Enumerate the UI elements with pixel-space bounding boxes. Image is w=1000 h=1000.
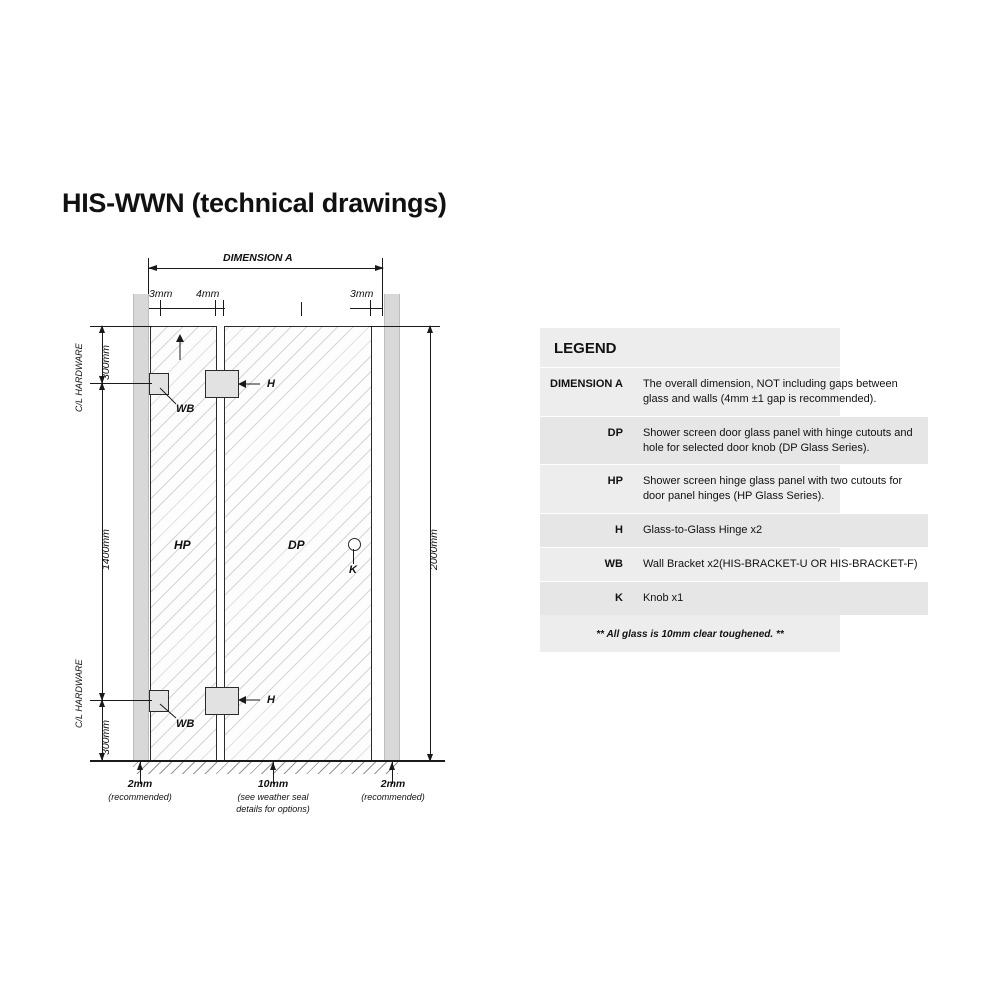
door-knob [348, 538, 361, 551]
dim-300-top-label: 300mm [100, 344, 112, 380]
legend-desc: Glass-to-Glass Hinge x2 [633, 514, 928, 548]
legend-desc: Wall Bracket x2(HIS-BRACKET-U OR HIS-BRACKET-F) [633, 547, 928, 581]
panel-label-dp: DP [288, 538, 305, 552]
hinge-top-leader [238, 378, 266, 390]
gap-right-label: 3mm [350, 288, 374, 300]
legend-key: WB [540, 547, 633, 581]
panel-label-hp: HP [174, 538, 191, 552]
legend-row [540, 416, 928, 465]
legend-row [540, 514, 928, 548]
legend-key: H [540, 514, 633, 548]
gap-right-line [350, 308, 382, 309]
legend-desc: The overall dimension, NOT including gaps between glass and walls (4mm ±1 gap is recommended). [633, 368, 928, 417]
wall-left [133, 294, 149, 760]
legend-table [540, 367, 928, 615]
legend-row [540, 547, 928, 581]
bottom-left-note: (recommended) [108, 792, 172, 802]
gap-left-label: 3mm [149, 288, 173, 300]
dimension-a-arrows [146, 262, 386, 276]
page-title: HIS-WWN (technical drawings) [62, 188, 447, 218]
dim-300-bottom-label: 300mm [100, 719, 112, 755]
cl-hardware-top-label: C/L HARDWARE [74, 343, 84, 412]
gap-right-tick-b [382, 300, 383, 316]
hinge-bottom [205, 687, 239, 715]
bottom-right-note: (recommended) [361, 792, 425, 802]
legend-key: DIMENSION A [540, 368, 633, 417]
bottom-right-arrow [387, 762, 399, 776]
legend-panel [540, 328, 918, 652]
knob-leader [353, 549, 354, 564]
wall-right [384, 294, 400, 760]
bottom-center-arrow [268, 762, 280, 776]
wall-bracket-bottom-label: WB [176, 718, 195, 730]
legend-row [540, 465, 928, 514]
hinge-bottom-leader [238, 694, 266, 706]
hinge-top-label: H [267, 378, 275, 390]
legend-desc: Shower screen door glass panel with hinge cutouts and hole for selected door knob (DP Glass Series). [633, 416, 928, 465]
bottom-right-value: 2mm [380, 778, 406, 790]
dim-1400-label: 1400mm [100, 529, 112, 570]
technical-drawing [60, 250, 500, 840]
legend-key: DP [540, 416, 633, 465]
legend-key: K [540, 581, 633, 614]
legend-key: HP [540, 465, 633, 514]
floor-hatch [133, 762, 398, 774]
gap-mid-label: 4mm [196, 288, 220, 300]
bottom-left-arrow [135, 762, 147, 776]
panel-direction-arrow [175, 334, 185, 360]
legend-row [540, 368, 928, 417]
bottom-center-note1: (see weather seal [237, 792, 309, 802]
dimension-a-label: DIMENSION A [223, 252, 293, 264]
cl-hardware-bottom-label: C/L HARDWARE [74, 659, 84, 728]
wall-bracket-top-label: WB [176, 403, 195, 415]
legend-footer: ** All glass is 10mm clear toughened. ** [596, 628, 784, 640]
legend-desc: Shower screen hinge glass panel with two cutouts for door panel hinges (HP Glass Series). [633, 465, 928, 514]
legend-title: LEGEND [554, 340, 617, 357]
knob-label: K [349, 564, 357, 576]
hinge-top [205, 370, 239, 398]
bottom-center-note2: details for options) [236, 804, 310, 814]
gap-mid-line [180, 308, 225, 309]
bottom-left-value: 2mm [127, 778, 153, 790]
legend-desc: Knob x1 [633, 581, 928, 614]
gap-left-tick-b [160, 300, 161, 316]
bottom-center-value: 10mm [257, 778, 289, 790]
dim-2000-label: 2000mm [428, 529, 440, 570]
center-tick [301, 302, 302, 316]
hinge-bottom-label: H [267, 694, 275, 706]
legend-row [540, 581, 928, 614]
